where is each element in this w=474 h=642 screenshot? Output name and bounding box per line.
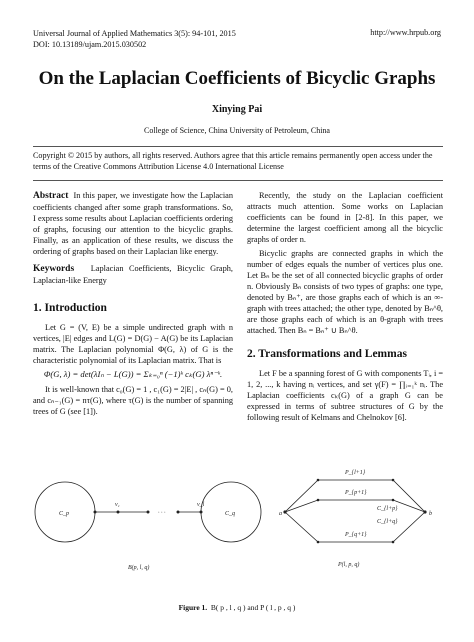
label-p-q1: P_{q+1}	[345, 532, 367, 538]
copyright-notice: Copyright © 2015 by authors, all rights reserved. Authors agree that this article remains permanently open access under the terms of the Creative Commons Attribution License 4.0 International License	[33, 151, 433, 171]
journal-header	[33, 28, 236, 50]
vertex	[317, 541, 320, 544]
intro-paragraph-2: It is well-known that c₀(G) = 1 , c₁(G) = 2|E| , cₙ(G) = 0, and cₙ₋₁(G) = nτ(G), where τ(G) is the number of spanning trees of G (see [1]).	[33, 385, 233, 416]
right-paragraph-1: Recently, the study on the Laplacian coefficient attracts much attention. Some works on Laplacian coefficients can be found in [2-8]. In this paper, we determine the largest coefficient among all the bicyclic graphs of order n.	[247, 191, 443, 244]
vertex-vl	[200, 511, 203, 514]
label-c-lp: C_{l+p}	[377, 506, 398, 512]
divider-bottom	[33, 180, 443, 181]
vertex	[317, 479, 320, 482]
doi: DOI: 10.13189/ujam.2015.030502	[33, 40, 147, 49]
intro-paragraph-1: Let G = (V, E) be a simple undirected graph with n vertices, |E| edges and L(G) = D(G) − A(G) be its Laplacian matrix. The Laplacian polynomial Φ(G, λ) of G is the characteristic polynomial of its Laplacian matrix. That is	[33, 323, 233, 365]
label-cp: C_p	[59, 511, 70, 517]
figure-graphs	[33, 462, 443, 612]
abstract	[33, 190, 233, 257]
label-p-lpq: P(l, p, q)	[338, 562, 360, 568]
paper-title: On the Laplacian Coefficients of Bicyclic Graphs	[38, 68, 436, 89]
author-affiliation: College of Science, China University of Petroleum, China	[144, 126, 330, 135]
label-v1: v₁	[115, 502, 120, 508]
label-b: b	[429, 511, 432, 517]
graph-b-plq	[35, 482, 261, 571]
author-name: Xinying Pai	[211, 104, 263, 115]
section-heading-transformations: 2. Transformations and Lemmas	[247, 348, 407, 360]
divider-top	[33, 146, 443, 147]
caption-text: B( p , l , q ) and P ( l , p , q )	[210, 603, 296, 612]
vertex	[392, 479, 395, 482]
right-paragraph-3: Let F be a spanning forest of G with components Tᵢ, i = 1, 2, ..., k having nᵢ vertices, and set γ(F) = ∏ᵢ₌₁ᵏ nᵢ. The Laplacian coefficients cₖ(G) of a graph G can be expressed in terms of subtree structures of G by the following result of Kelmans and Chelnokov [6].	[247, 369, 444, 422]
right-paragraph-2: Bicyclic graphs are connected graphs in which the number of edges equals the number of vertices plus one. Let Bₙ be the set of all connected bicyclic graphs of order n. Obviously Bₙ consists of two types of graphs: one type, denoted by Bₙ⁺, are those graphs each of which is an ∞-graph with trees attached; the other type, denoted by Bₙ^θ, are those graphs each of which is an θ-graph with trees attached. Then Bₙ = Bₙ⁺ ∪ Bₙ^θ.	[247, 249, 443, 335]
figure-1	[33, 462, 443, 612]
ellipsis: · · ·	[158, 510, 166, 516]
vertex	[392, 541, 395, 544]
journal-url[interactable]: http://www.hrpub.org	[370, 28, 441, 37]
abstract-label: Abstract	[33, 191, 69, 201]
vertex-b	[423, 510, 426, 513]
vertex-a	[283, 510, 286, 513]
label-c-lq: C_{l+q}	[377, 519, 398, 525]
left-column	[33, 190, 233, 420]
right-column	[247, 190, 443, 426]
vertex	[94, 511, 97, 514]
label-p-l1: P_{l+1}	[345, 470, 366, 476]
path-top	[285, 480, 425, 512]
keywords-text: Laplacian Coefficients, Bicyclic Graph, Laplacian-like Energy	[33, 264, 233, 285]
vertex	[147, 511, 150, 514]
vertex	[177, 511, 180, 514]
label-vl: v_l	[197, 502, 205, 508]
journal-citation: Universal Journal of Applied Mathematics 3(5): 94-101, 2015	[33, 29, 236, 38]
label-a: a	[279, 511, 282, 517]
vertex	[317, 499, 320, 502]
keywords-label: Keywords	[33, 264, 75, 274]
path-middle	[285, 500, 425, 512]
caption-label: Figure 1.	[178, 603, 208, 612]
abstract-text: In this paper, we investigate how the Laplacian coefficients changed after some graph transformations. So, I express some results about Laplacian coefficients ordering of graphs, focusing our attention to the bicyclic graphs. Finally, as an application of these results, we discuss the ordering of graphs based on their Laplacian like energy.	[33, 191, 233, 256]
label-b-plq: B(p, l, q)	[128, 565, 150, 571]
graph-p-lpq	[279, 470, 432, 568]
laplacian-polynomial-equation: Φ(G, λ) = det(λIₙ − L(G)) = Σₖ₌₀ⁿ (−1)ᵏ cₖ(G) λⁿ⁻ᵏ.	[43, 369, 223, 379]
figure-caption	[0, 603, 474, 612]
label-p-p1: P_{p+1}	[345, 490, 367, 496]
vertex-v1	[117, 511, 120, 514]
label-cq: C_q	[225, 511, 236, 517]
vertex	[392, 499, 395, 502]
keywords	[33, 263, 233, 286]
section-heading-introduction: 1. Introduction	[33, 302, 107, 314]
